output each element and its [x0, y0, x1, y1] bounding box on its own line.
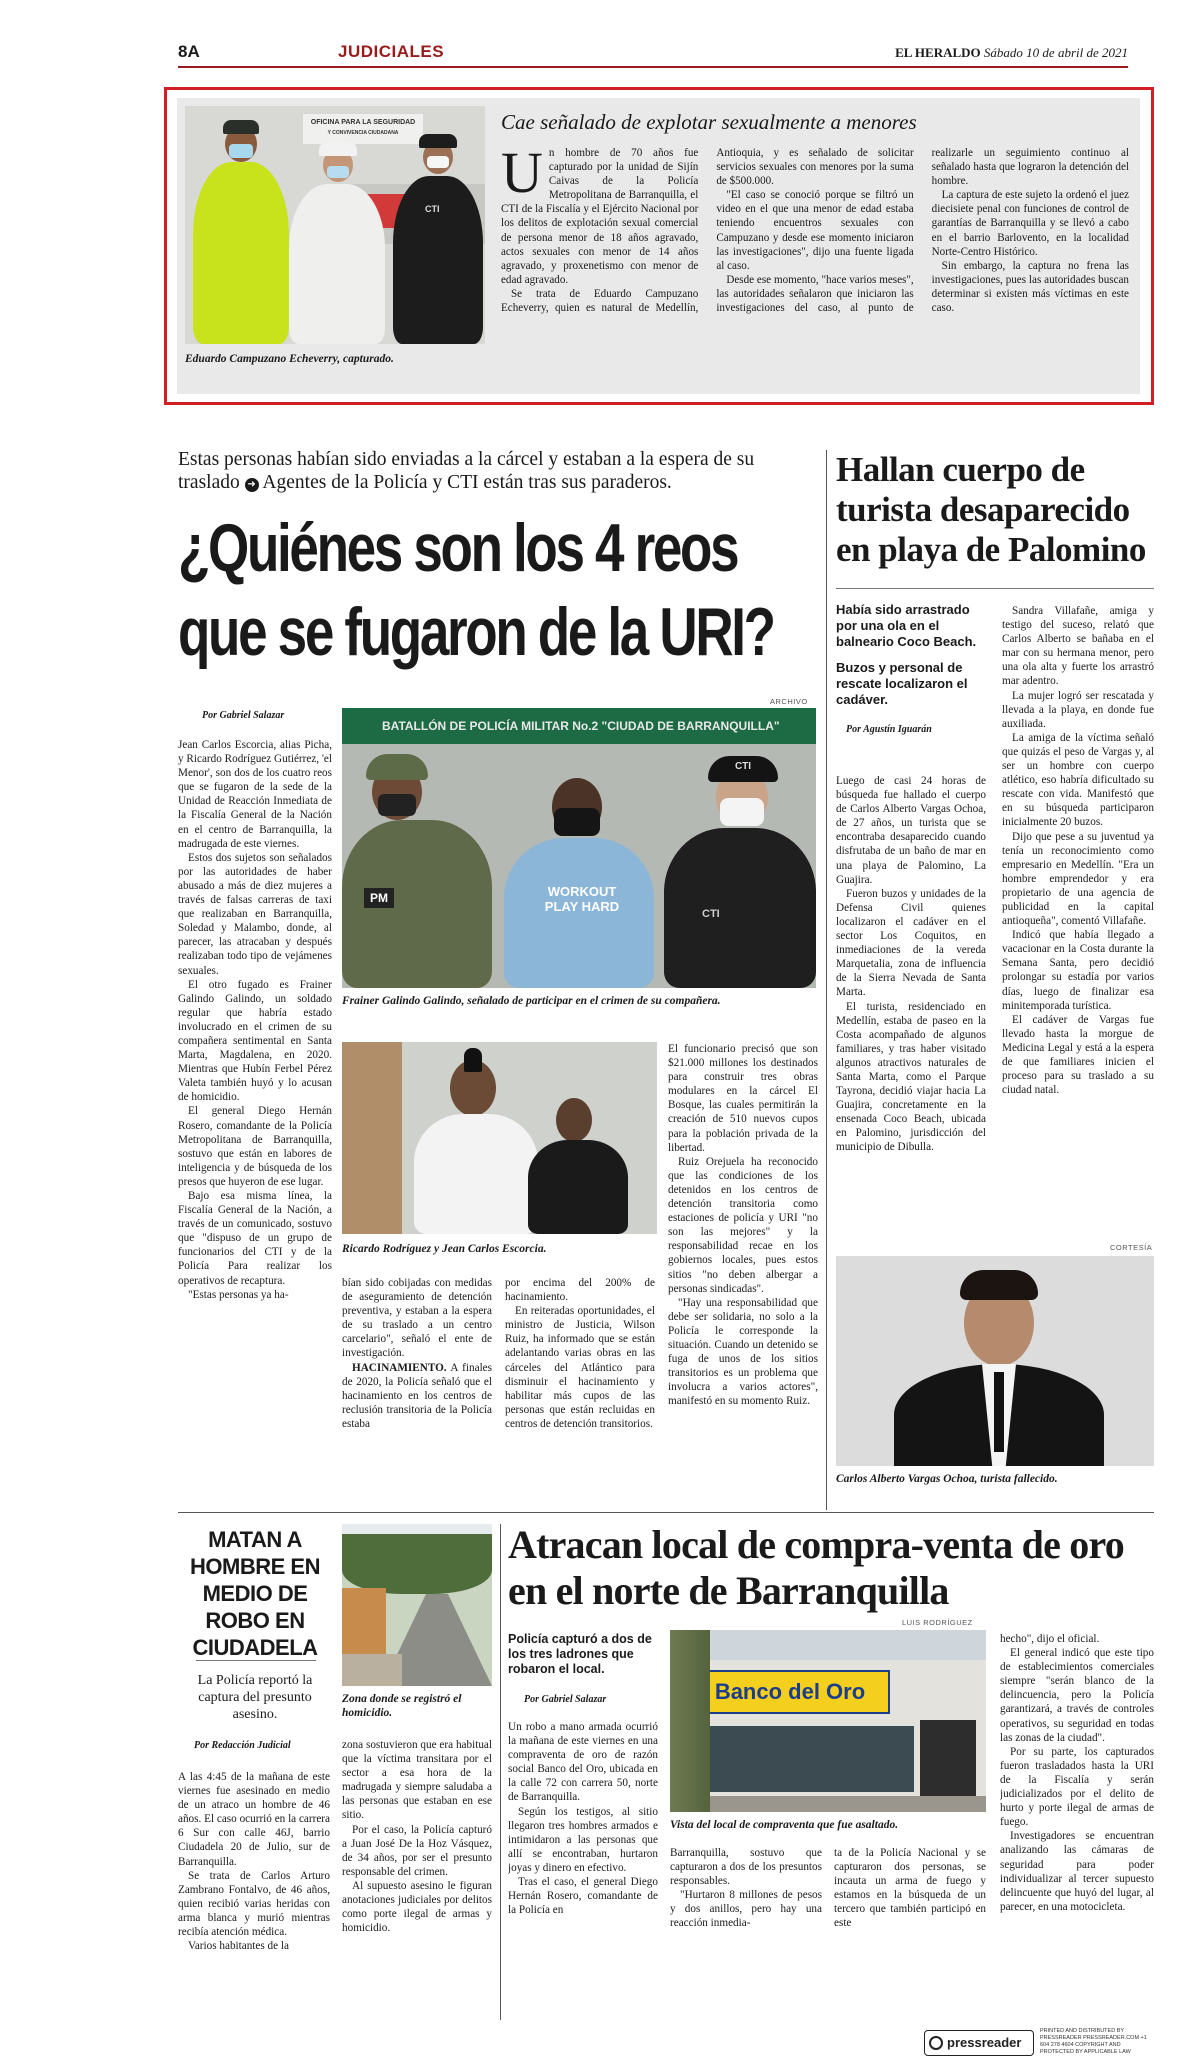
column-divider — [826, 450, 827, 1510]
section-name: JUDICIALES — [338, 42, 445, 61]
cti-officer-mask — [720, 798, 764, 826]
story5-col2-p2: "Hurtaron 8 millones de pesos y dos anillos, pero hay una reacción inmedia- — [670, 1889, 822, 1930]
story2-col1-p1: Jean Carlos Escorcia, alias Picha, y Ricardo Rodríguez Gutiérrez, 'el Menor', son dos de los cuatro reos que se fugaron de la sede de la Unidad de Reacción Inmediata de la Fiscalía General de la Nación en el centro de Barranquilla, la madrugada de este viernes. — [178, 739, 332, 850]
story1-p4: Desde ese momento, "hace varios meses", las autoridades señalaron que iniciaron las investigaciones del caso, al punto de realizarle un seguimiento continuo al señalado hasta que lograron la detención del hombre. — [716, 147, 1129, 315]
story1-title: Cae señalado de explotar sexualmente a menores — [501, 110, 917, 134]
pressreader-badge — [924, 2030, 1034, 2056]
officer-right-vest-text: CTI — [425, 204, 440, 214]
footer-fine-print: PRINTED AND DISTRIBUTED BY PRESSREADER PRESSREADER.COM +1 604 278 4604 COPYRIGHT AND PROTECTED BY APPLICABLE LAW — [1040, 2028, 1147, 2055]
story5-col4-p2: El general indicó que este tipo de establecimientos comerciales siempre "serán blanco de la delincuencia, pero la Policía garantizará, a través de controles operativos, su seguridad en todas las zonas de la ciudad". — [1000, 1647, 1154, 1744]
store-sign — [690, 1670, 890, 1714]
story3-col2-p1: Sandra Villafañe, amiga y testigo del suceso, relató que Carlos Alberto se bañaba en el mar con su hermana menor, pero una ola alta y fuerte los arrastró mar adentro. — [1002, 605, 1154, 688]
story5-col1-p3: Tras el caso, el general Diego Hernán Rosero, comandante de la Policía en — [508, 1876, 658, 1917]
story3-col1 — [836, 774, 986, 1244]
arrow-circle-icon: ➜ — [245, 478, 259, 492]
story5-col1-p2: Según los testigos, al sitio llegaron tres hombres armados e intimidaron a las personas que allí se encontraban, hurtaron joyas y dinero en efectivo. — [508, 1805, 658, 1874]
story5-col2 — [670, 1846, 822, 2020]
story4-col1-p3: Varios habitantes de la — [188, 1940, 289, 1953]
story3-head-rule — [836, 588, 1154, 589]
paper-date — [895, 45, 1128, 61]
suspect-mask — [554, 808, 600, 836]
story5-caption: Vista del local de compraventa que fue asaltado. — [670, 1819, 899, 1831]
story1-drop-cap: U — [501, 140, 543, 205]
story2-col3-p2: En reiteradas oportunidades, el ministro de Justicia, Wilson Ruiz, ha informado que se están adelantando varias obras en las cárceles del Atlántico para disminuir el hacinamiento y habilitar más cupos de las personas que están recluidas en centros de detención transitorios. — [505, 1305, 655, 1430]
officer-right-cap — [419, 134, 457, 148]
story5-col4-p1: hecho", dijo el oficial. — [1000, 1633, 1100, 1645]
store-sidewalk — [670, 1796, 986, 1812]
story2-col3 — [505, 1276, 655, 1506]
officer-left-cap — [223, 120, 259, 134]
story2-photo-main — [342, 708, 816, 988]
officer-right-mask — [427, 156, 449, 168]
cti-officer-vest-text: CTI — [702, 908, 720, 920]
story2-headline-line1: ¿Quiénes son los 4 reos — [178, 510, 738, 586]
suspect-shirt-text — [522, 884, 642, 914]
story5-col4-p3: Por su parte, los capturados fueron trasladados hasta la URI de la Fiscalía y serán judicializados por el delito de hurto y porte ilegal de armas de fuego. — [1000, 1745, 1154, 1829]
story2-subhead: HACINAMIENTO. — [352, 1361, 447, 1374]
ricardo-body — [414, 1114, 538, 1234]
paper-name: EL HERALDO — [895, 45, 981, 60]
bottom-section-rule — [178, 1512, 1154, 1513]
story3-col2-p3: La amiga de la víctima señaló que quizás el peso de Vargas y, al ser un hombre con cuerpo atlético, eso habría dificultado su rescate con vida. Manifestó que en su búsqueda participaron inicialmente 20 buzos. — [1002, 731, 1154, 829]
story4-head-rule — [196, 1660, 316, 1661]
page-number: 8A — [178, 42, 200, 61]
story5-col4-p4: Investigadores se encuentran analizando las cámaras de seguridad para poder individualizar al tercer supuesto delincuente que huyó del lugar, al parecer, en una motocicleta. — [1000, 1830, 1154, 1913]
story3-col1-p2: Fueron buzos y unidades de la Defensa Civil quienes localizaron el cadáver en el sector Los Coquitos, en inmediaciones de la vereda Marquetalia, zona de influencia de la Sierra Nevada de Santa Marta. — [836, 887, 986, 999]
story2-col4 — [668, 1042, 818, 1506]
story3-col2-p4: Dijo que pese a su juventud ya tenía un reconocimiento como empresario en Medellín. "Era un hombre emprendedor y era propietario de una agencia de publicidad en la capital antioqueña", comentó Villafañe. — [1002, 830, 1154, 928]
story2-photo-credit: ARCHIVO — [770, 697, 808, 706]
story2-col1-p3: El otro fugado es Frainer Galindo Galindo, un soldado regular que habría estado involucrado en el crimen de su compañera sentimental en Santa Marta, Magdalena, en 2020. Mientras que Hubín Ferbel Pérez Valeta también huyó y lo acusan de homicidio. — [178, 978, 332, 1104]
story2-col1-p5: Bajo esa misma línea, la Fiscalía General de la Nación, a través de un comunicado, sostuvo que "dispuso de un grupo de funcionarios del CTI y de la Policía Para realizar los operativos de recaptura. — [178, 1190, 332, 1287]
story5-byline: Por Gabriel Salazar — [524, 1694, 607, 1705]
photo1-banner-text: BATALLÓN DE POLICÍA MILITAR No.2 "CIUDAD DE BARRANQUILLA" — [382, 719, 780, 733]
captured-man-body — [289, 184, 385, 344]
soldier-mask — [378, 794, 416, 816]
story3-decks — [836, 602, 986, 735]
captured-man-cap — [319, 142, 357, 156]
story4-col2-p2: Por el caso, la Policía capturó a Juan José De la Hoz Vásquez, de 34 años, por ser el presunto responsable del crimen. — [342, 1823, 492, 1878]
story5-headline: Atracan local de compra-venta de oro en el norte de Barranquilla — [508, 1522, 1124, 1613]
story-sexual-exploitation-box — [164, 87, 1154, 405]
jean-carlos-head — [556, 1098, 592, 1142]
story1-p1: Un hombre de 70 años fue capturado por la unidad de Sijín Caivas de la Policía Metropolitana de Barranquilla, el CTI de la Fiscalía y el Ejército Nacional por los delitos de explotación sexual comercial de persona menor de 18 años agravado, actos sexuales con menor de 14 años agravado, y proxenetismo con menor de edad agravado. — [501, 140, 699, 286]
street-trees — [342, 1534, 492, 1594]
story5-col3 — [834, 1846, 986, 2020]
story4-caption: Zona donde se registró el homicidio. — [342, 1693, 462, 1719]
story5-col1 — [508, 1720, 658, 2020]
story5-photo-credit: LUIS RODRÍGUEZ — [902, 1618, 973, 1627]
story2-kicker-part1: Estas personas habían sido enviadas a la cárcel y estaban a la espera de su traslado — [178, 449, 755, 493]
soldier-patch: PM — [364, 888, 394, 908]
story2-col2-p2: HACINAMIENTO. A finales de 2020, la Policía señaló que el hacinamiento en los centros de reclusión transitoria de la Policía estaba — [342, 1361, 492, 1430]
story2-col2-p1: bían sido cobijadas con medidas de aseguramiento de detención preventiva, y estaban a la espera de su traslado a un centro carcelario", señaló el ente de investigación. — [342, 1277, 492, 1360]
tourist-hair — [960, 1270, 1038, 1300]
story5-col3-p1: ta de la Policía Nacional y se capturaron dos personas, se incauta un arma de fuego y estamos en la búsqueda de un tercero que también participó en este — [834, 1847, 986, 1930]
cti-officer-cap — [708, 756, 778, 782]
jean-carlos-body — [528, 1140, 628, 1234]
story4-col1 — [178, 1770, 330, 2020]
story3-col2-p2: La mujer logró ser rescatada y llevada a la playa, en donde fue auxiliada. — [1002, 689, 1154, 730]
story4-col2 — [342, 1738, 492, 2020]
story5-photo — [670, 1630, 986, 1812]
page-header — [178, 42, 1128, 66]
story2-col3-p1: por encima del 200% de hacinamiento. — [505, 1277, 655, 1304]
story2-col1-p6: "Estas personas ya ha- — [188, 1288, 289, 1301]
story3-deck1: Había sido arrastrado por una ola en el balneario Coco Beach. — [836, 602, 977, 649]
story2-caption-main: Frainer Galindo Galindo, señalado de participar en el crimen de su compañera. — [342, 995, 721, 1007]
pressreader-logo-text: pressreader — [947, 2035, 1022, 2050]
story1-body — [501, 140, 1129, 382]
story3-photo-credit: CORTESÍA — [1110, 1243, 1153, 1252]
story3-col2-p6: El cadáver de Vargas fue llevado hasta la morgue de Medicina Legal y está a la espera de que familiares inicien el proceso para su traslado a su ciudad natal. — [1002, 1013, 1154, 1097]
story2-col1 — [178, 738, 332, 1508]
story2-headline-line2: que se fugaron de la URI? — [178, 594, 774, 670]
story1-p2: Se trata de Eduardo Campuzano Echeverry, quien es natural de Medellín, Antioquia, y es señalado de solicitar servicios sexuales con menores por la suma de $500.000. — [501, 147, 914, 315]
soldier-helmet — [366, 754, 428, 780]
story2-headline — [178, 508, 818, 698]
story2-col1-p4: El general Diego Hernán Rosero, comandante de la Policía Metropolitana de Barranquilla, sostuvo que están en labores de inteligencia y de búsqueda de los presos que huyeron de ese lugar. — [178, 1105, 332, 1188]
story1-p5: La captura de este sujeto la ordenó el juez diecisiete penal con funciones de control de garantías de Barranquilla y se llevó a cabo en el barrio Barlovento, en la localidad Norte-Centro Histórico. — [931, 189, 1129, 258]
story1-caption: Eduardo Campuzano Echeverry, capturado. — [185, 353, 394, 365]
story2-byline: Por Gabriel Salazar — [202, 710, 285, 721]
story4-col2-p3: Al supuesto asesino le figuran anotaciones judiciales por delitos como porte ilegal de armas y homicidio. — [342, 1879, 492, 1935]
story5-col4 — [1000, 1632, 1154, 2020]
header-rule — [178, 66, 1128, 68]
cti-officer-body — [664, 828, 816, 988]
story2-caption-second: Ricardo Rodríguez y Jean Carlos Escorcia. — [342, 1243, 547, 1255]
story5-col2-p1: Barranquilla, sostuvo que capturaron a dos de los presuntos responsables. — [670, 1847, 822, 1888]
story1-photo — [185, 106, 485, 344]
story2-col1-p2: Estos dos sujetos son señalados por las autoridades de haber abusado a más de diez mujeres a través de falsas carreras de taxi que realizaban en Barranquilla, Soledad y Malambo, donde, al parecer, las atracaban y después realizaban todo tipo de vejámenes sexuales. — [178, 851, 332, 977]
story4-col1-p1: A las 4:45 de la mañana de este viernes fue asesinado en medio de un atraco un hombre de 46 años. El caso ocurrió en la carrera 6 Sur con calle 46J, barrio Ciudadela 20 de Julio, sur de Barranquilla. — [178, 1771, 330, 1868]
story1-p6: Sin embargo, la captura no frena las investigaciones, pues las autoridades buscan determinar si existen más víctimas en este caso. — [931, 259, 1129, 315]
story5-deck: Policía capturó a dos de los tres ladrones que robaron el local. — [508, 1632, 652, 1676]
photo2-door — [342, 1042, 402, 1234]
story2-col4-p1: El funcionario precisó que son $21.000 millones los destinados para construir tres obras modulares en la cárcel El Bosque, las cuales permitirán la creación de 510 nuevos cupos para la población privada de la libertad. — [668, 1043, 818, 1154]
cti-officer-cap-text: CTI — [734, 761, 752, 772]
story2-photo-second — [342, 1042, 657, 1234]
street-house — [342, 1588, 386, 1658]
photo-wall-sign-line2: Y CONVIVENCIA CIUDADANA — [327, 130, 399, 136]
suspect-shirt-line1: WORKOUT — [547, 884, 617, 899]
ricardo-hair — [464, 1048, 482, 1072]
tourist-tie — [994, 1372, 1004, 1452]
story3-deck2: Buzos y personal de rescate localizaron el cadáver. — [836, 660, 968, 707]
story3-byline: Por Agustín Iguarán — [846, 724, 932, 735]
store-palm — [670, 1630, 710, 1812]
story4-byline: Por Redacción Judicial — [194, 1740, 291, 1751]
photo-wall-sign — [303, 114, 423, 144]
story4-photo — [342, 1524, 492, 1686]
story2-col4-p2: Ruiz Orejuela ha reconocido que las condiciones de los detenidos en los centros de detención transitoria como estaciones de policía y URI "no son las mejores" y la responsabilidad recae en los gobiernos locales, pues estos sitios "no deben albergar a personas sindicadas". — [668, 1155, 818, 1295]
story5-col1-p1: Un robo a mano armada ocurrió la mañana de este viernes en una compraventa de oro de razón social Banco del Oro, ubicada en la calle 72 con carrera 50, norte de Barranquilla. — [508, 1721, 658, 1804]
pressreader-logo-icon — [929, 2036, 943, 2050]
suspect-shirt-line2: PLAY HARD — [544, 899, 620, 914]
officer-right-body — [393, 176, 483, 344]
story4-deck: La Policía reportó la captura del presunto asesino. — [197, 1673, 313, 1722]
story4-col2-p1: zona sostuvieron que era habitual que la víctima transitara por el sector a esa hora de la madrugada y siempre saludaba a las personas que estaban en ese sitio. — [342, 1739, 492, 1822]
story1-p3: "El caso se conoció porque se filtró un video en el que una menor de edad estaba teniendo encuentros sexuales con Campuzano y desde ese momento iniciaron las investigaciones", dijo una fuente ligada al caso. — [716, 189, 914, 272]
story4-headline: MATAN A HOMBRE EN MEDIO DE ROBO EN CIUDADELA — [190, 1527, 320, 1660]
story2-col2 — [342, 1276, 492, 1506]
captured-man-mask — [327, 166, 349, 178]
issue-date: Sábado 10 de abril de 2021 — [983, 45, 1128, 60]
photo1-banner — [342, 708, 816, 744]
photo-wall-sign-line1: OFICINA PARA LA SEGURIDAD — [310, 119, 416, 126]
story3-headline: Hallan cuerpo de turista desaparecido en playa de Palomino — [836, 450, 1146, 569]
story2-kicker — [178, 448, 808, 494]
story3-col2-p5: Indicó que había llegado a vacacionar en la Costa durante la Semana Santa, pero decidió prolongar su estadía por varios días, luego de finalizar esa minitemporada turística. — [1002, 929, 1154, 1012]
street-sidewalk — [342, 1654, 402, 1686]
store-window — [684, 1726, 914, 1792]
officer-left-body — [193, 162, 289, 344]
story2-col4-p3: "Hay una responsabilidad que debe ser solidaria, no solo a la Policía le corresponde la situación. Cuando un detenido se fuga de unos de los sitios transitorios es un problema que involucra a varios actores", manifestó en su momento Ruiz. — [668, 1296, 818, 1408]
story3-col1-p3: El turista, residenciado en Medellín, estaba de paseo en la Costa acompañado de algunos familiares, y tras haber visitado algunos atractivos naturales de Santa Marta, como el Parque Tayrona, decidió viajar hacia La Guajira, concretamente en la ensenada Coco Beach, ubicada en Palomino, jurisdicción del municipio de Dibulla. — [836, 1000, 986, 1154]
story3-caption: Carlos Alberto Vargas Ochoa, turista fallecido. — [836, 1473, 1058, 1485]
story3-col2 — [1002, 604, 1154, 1244]
store-sign-text: Banco del Oro — [714, 1679, 866, 1704]
story3-photo — [836, 1256, 1154, 1466]
store-door — [920, 1720, 976, 1800]
officer-left-mask — [229, 144, 253, 158]
story3-col1-p1: Luego de casi 24 horas de búsqueda fue hallado el cuerpo de Carlos Alberto Vargas Ochoa, de 27 años, un turista que se encontraba desaparecido cuando disfrutaba de un baño de mar en una playa de Palomino, La Guajira. — [836, 775, 986, 886]
story2-kicker-part2: Agentes de la Policía y CTI están tras sus paraderos. — [262, 472, 672, 493]
story4-col1-p2: Se trata de Carlos Arturo Zambrano Fontalvo, de 46 años, quien recibió varias heridas con arma blanca y murió mientras recibía atención médica. — [178, 1869, 330, 1939]
bottom-column-divider — [500, 1524, 501, 2020]
